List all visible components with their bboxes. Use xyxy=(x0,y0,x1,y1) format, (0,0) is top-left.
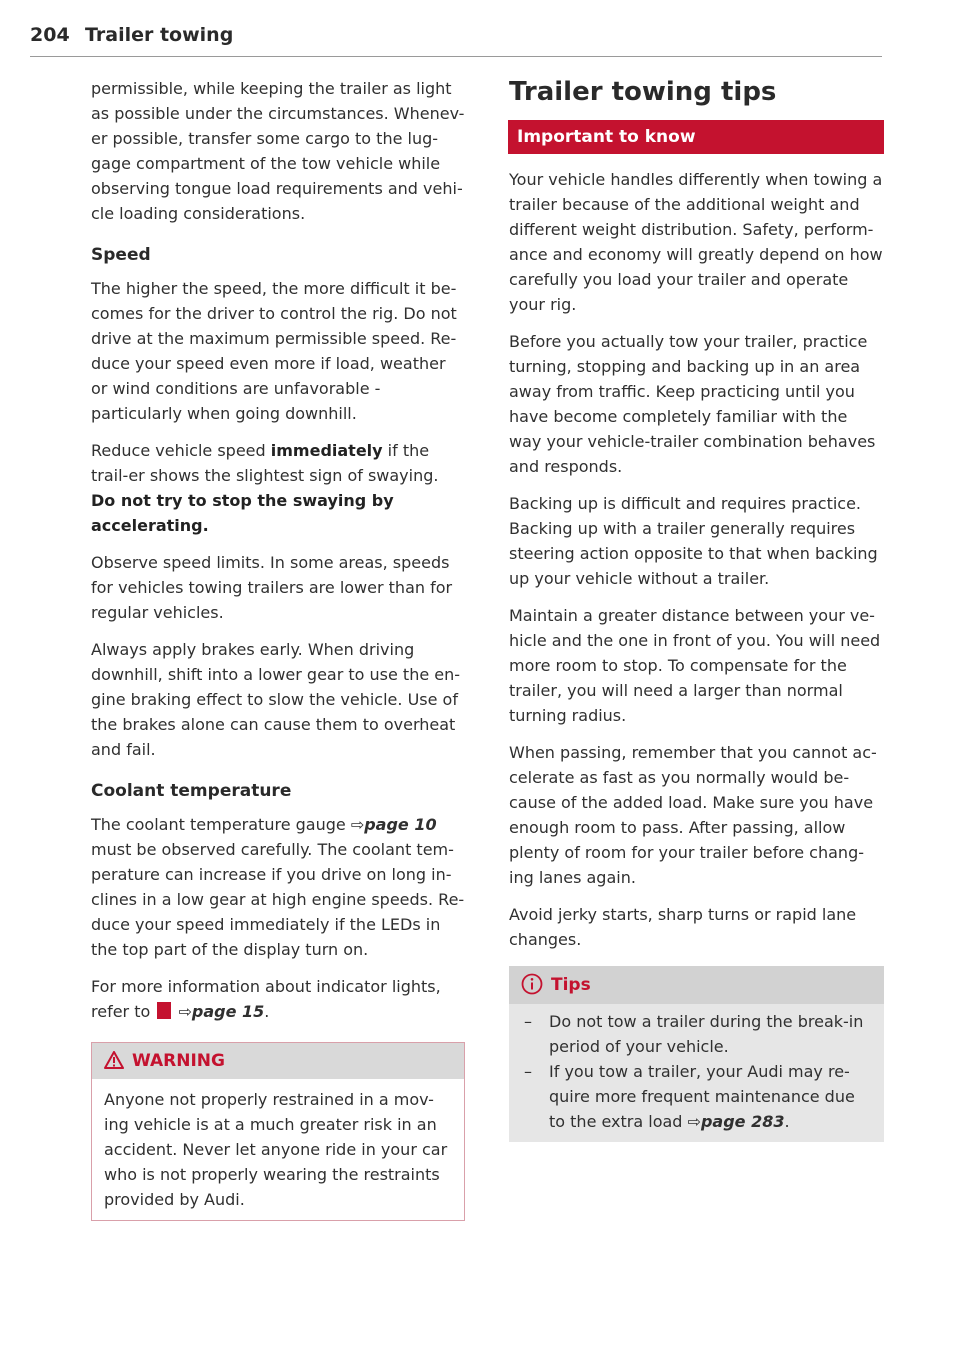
tips-list-item xyxy=(521,1059,872,1134)
tip-paragraph-5: When passing, remember that you cannot ac-celerate as fast as you normally would be-cause of the added load. Make sure you have enough room to pass. After passing, allow plenty of room for your trailer before chang-ing lanes again. xyxy=(509,743,877,887)
tip-paragraph-3: Backing up is difficult and requires practice. Backing up with a trailer generally requires steering action opposite to that when backing up your vehicle without a trailer. xyxy=(509,494,878,588)
text-run: must be observed carefully. The coolant tem-perature can increase if you drive on long in-clines in a low gear at high engine speeds. Re-duce your speed immediately if the LEDs in the top part of the display turn on. xyxy=(91,840,465,959)
page-header xyxy=(30,22,882,57)
dash-bullet: – xyxy=(524,1062,532,1081)
emphasis-immediately: immediately xyxy=(270,441,383,460)
tip-text: Do not tow a trailer during the break-in period of your vehicle. xyxy=(549,1012,864,1056)
tips-header xyxy=(509,966,884,1004)
warning-header xyxy=(92,1043,464,1079)
arrow-right-icon: ⇨ xyxy=(687,1112,701,1131)
coolant-heading: Coolant temperature xyxy=(91,781,292,801)
speed-paragraph-1: The higher the speed, the more difficult it be-comes for the driver to control the rig. Do not drive at the maximum permissible speed. Re-duce your speed even more if load, weather or wind conditions are unfavorable - particularly when going downhill. xyxy=(91,279,457,423)
main-title: Trailer towing tips xyxy=(509,77,777,107)
coolant-paragraph-2 xyxy=(91,974,465,1024)
emphasis-do-not-accelerate: Do not try to stop the swaying by accelerating. xyxy=(91,491,394,535)
subheading-bar: Important to know xyxy=(508,120,884,154)
tip-text: . xyxy=(784,1112,790,1131)
link-text: page 10 xyxy=(364,815,437,834)
text-run: Reduce vehicle speed xyxy=(91,441,271,460)
coolant-indicator-icon xyxy=(157,1002,171,1019)
dash-bullet: – xyxy=(524,1012,532,1031)
tips-box xyxy=(509,966,884,1142)
speed-paragraph-4: Always apply brakes early. When driving downhill, shift into a lower gear to use the en-gine braking effect to slow the vehicle. Use of the brakes alone can cause them to overheat and fail. xyxy=(91,640,461,759)
text-run: . xyxy=(264,1002,270,1021)
warning-box xyxy=(91,1042,465,1221)
tips-list-item xyxy=(521,1009,872,1059)
arrow-right-icon: ⇨ xyxy=(350,815,365,834)
tips-list xyxy=(509,1004,884,1142)
intro-paragraph: permissible, while keeping the trailer as light as possible under the circumstances. Whenev-er possible, transfer some cargo to the lug-gage compartment of the tow vehicle while observing tongue load requirements and vehi-cle loading considerations. xyxy=(91,79,465,223)
page-283-link[interactable] xyxy=(688,1112,785,1131)
link-text: page 15 xyxy=(191,1002,265,1021)
coolant-paragraph-1 xyxy=(91,812,465,962)
right-column xyxy=(509,76,884,1142)
warning-text: Anyone not properly restrained in a mov-ing vehicle is at a much greater risk in an accident. Never let anyone ride in your car who is not properly wearing the restraints provided by Audi. xyxy=(104,1090,448,1209)
link-text: page 283 xyxy=(700,1112,785,1131)
section-title: Trailer towing xyxy=(85,24,234,46)
text-run: The coolant temperature gauge xyxy=(91,815,351,834)
tip-paragraph-6: Avoid jerky starts, sharp turns or rapid lane changes. xyxy=(509,905,857,949)
text-run: if the trail-er shows the slightest sign of swaying. xyxy=(91,441,439,485)
tip-paragraph-1: Your vehicle handles differently when towing a trailer because of the additional weight and different weight distribution. Safety, perform-ance and economy will greatly depend on how carefully you load your trailer and operate your rig. xyxy=(509,170,883,314)
tip-paragraph-4: Maintain a greater distance between your ve-hicle and the one in front of you. You will need more room to stop. To compensate for the trailer, you will need a larger than normal turning radius. xyxy=(509,606,881,725)
warning-title: WARNING xyxy=(132,1051,225,1071)
speed-paragraph-2 xyxy=(91,438,465,538)
info-icon xyxy=(521,973,543,995)
tips-title: Tips xyxy=(551,975,591,995)
speed-paragraph-3: Observe speed limits. In some areas, speeds for vehicles towing trailers are lower than for regular vehicles. xyxy=(91,553,453,622)
tip-paragraph-2: Before you actually tow your trailer, practice turning, stopping and backing up in an area away from traffic. Keep practicing until you have become completely familiar with the way your vehicle-trailer combination behaves and responds. xyxy=(509,332,876,476)
tip-text: If you tow a trailer, your Audi may re-quire more frequent maintenance due to the extra load xyxy=(549,1062,855,1131)
warning-triangle-icon xyxy=(104,1051,124,1069)
page-10-link[interactable] xyxy=(351,815,437,834)
left-column xyxy=(91,76,465,1221)
text-run: For more information about indicator lights, refer to xyxy=(91,977,441,1021)
speed-heading: Speed xyxy=(91,245,151,265)
arrow-right-icon: ⇨ xyxy=(178,1002,192,1021)
page-number: 204 xyxy=(30,24,70,46)
page-15-link[interactable] xyxy=(178,1002,264,1021)
